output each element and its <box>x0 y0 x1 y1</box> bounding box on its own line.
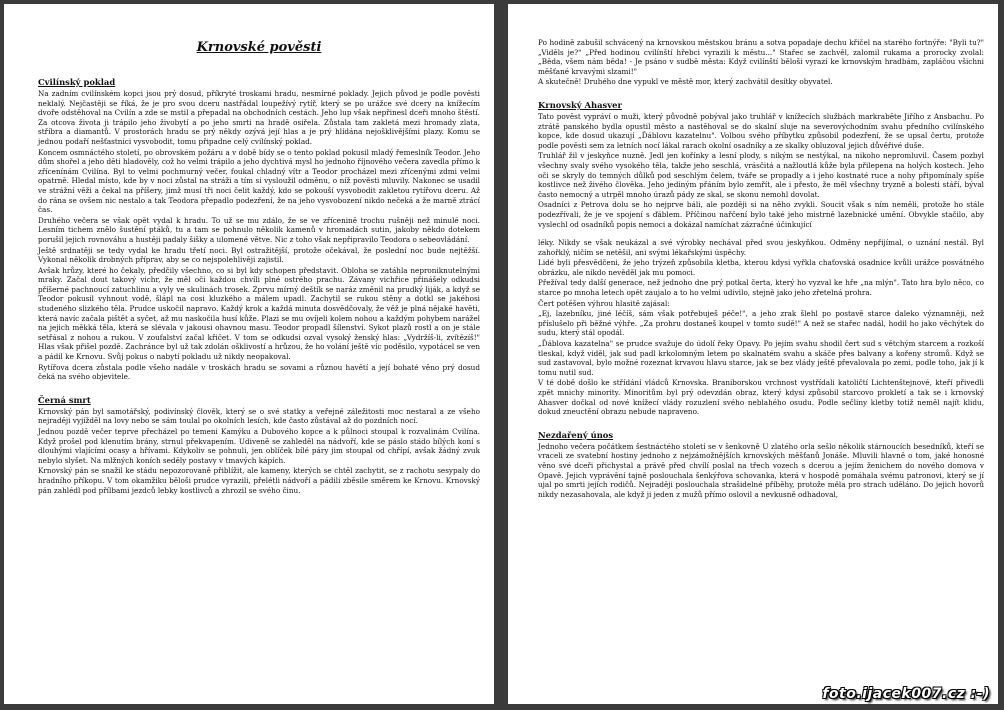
paragraph: Rytířova dcera zůstala podle všeho nadále v troskách hradu se sovami a různou havětí a její bohaté věno prý dosud čeká na svého objevitele. <box>38 362 480 382</box>
paragraph: léky. Nikdy se však neukázal a své výrobky nechával před svou jeskyňkou. Odměny nepřijímal, o uznání nestál. Byl zahořklý, ničím se netěšil, ani svými lékařskými úspěchy. <box>538 238 984 257</box>
paragraph: A skutečně! Druhého dne vypukl ve městě mor, který zachvátil desítky obyvatel. <box>538 77 833 87</box>
paragraph: Truhlář žil v jeskyňce nuzně. Jedl jen kořínky a lesní plody, s nikým se nestýkal, na nikoho nepromluvil. Časem pozbyl všechny svaly svého vysokého těla, takže jeho seschlá, vrásčitá a nažloutlá kůže byla přilepena na holých kostech. Jeho oči se skryly do temných důlků pod seschlým čelem, tváře se propadly a i jeho kostnaté ruce a nohy připomínaly spíše kostlivce než živého člověka. Jeho jediným přáním bylo zemřít, ale i přesto, že měl všechny tryzně a bolesti stáří, býval často nemocný a utrpěl mnoho úrazů pády ze skal, se skonu nemohl dovolat. <box>538 151 984 199</box>
paragraph: Čert potěšen výhrou hlasitě zajásal: <box>538 298 670 308</box>
section-heading-cerna-smrt: Černá smrt <box>38 394 91 405</box>
section-heading-cvilinsky-poklad: Cvilínský poklad <box>38 77 116 87</box>
paragraph: „Ej, lazebníku, jiné léčíš, sám však potřebuješ péče!", a jeho zrak šlehl po postavě starce daleko významněji, než příslušelo při běžné výhře. „Za prohru dostaneš koupel v tomto sudě!" A než se stařec nadál, hodil ho jako věchýtek do sudu, který stál opodál. <box>538 309 984 338</box>
document-title: Krnovské pověsti <box>196 40 322 55</box>
paragraph: Krnovský pán byl samotářský, podivínský člověk, který se o své statky a veřejné záležitosti moc nestaral a ze všeho nejraději vyjížděl na lovy nebo se sám toulal po okolních lesích, kde často zůstával až do pozdních nocí. <box>38 406 480 426</box>
paragraph: Avšak hrůzy, které ho čekaly, předčily všechno, co si byl kdy schopen představit. Obloha se zatáhla neproniknutelnými mraky. Začal dout takový vichr, že měl oči každou chvíli plné ostrého prachu. Závany vichřice přinášely odkudsi příšerné pachnoucí zatuchlinu a vyly ve skulinách trosek. Zprvu mírný deštík se naráz změnil na prudký liják, a když se Teodor pokusil vyhnout vodě, šlápl na cosi kluzkého a málem upadl. Zachytil se rukou stěny a dotkl se jakéhosi studeného slizkého těla. Prudce uskočil napravo. Každý krok a každá minuta dosvědčovaly, že věž je plná nějaké havěti, která navíc začala pištět a syčet, až mu naskočila husí kůže. Plazi se mu ovíjeli kolem nohou a každým pohybem narážel na jejich měkká těla, která se slévala v jakousi ohavnou masu. Teodor propadl šílenství. Sykot plazů rostl a on je stále setřásal z nohou a rukou. V zoufalství začal křičet. V tom se odkudsi ozval vysoký ženský hlas: „Vydržíš-li, zvítězíš!" Hlas však přišel pozdě. Zachránce byl už tak zdolán ošklivostí a hrůzou, že ho volání ještě víc poděsilo, vypotácel se ven a pádil ke Krnovu. Svůj pokus o nabytí pokladu už nikdy neopakoval. <box>38 265 480 362</box>
paragraph: Koncem osmnáctého století, po obrovském požáru a v době bídy se o tento poklad pokusil mladý řemeslník Teodor. Jeho dům shořel a jeho děti hladověly, což ho velmi trápilo a jeho dychtivá mysl ho jednoho říjnového večera zavedla přímo k zřícenínám Cvilína. Byl to velmi pochmurný večer, foukal chladný vítr a Teodor procházel mezi zřícenými zdmi velmi opatrně. Hledal místo, kde by v noci zůstal na stráži a tím si vysloužil odměnu, o níž pověsti mluvily. Nakonec se usadil ve strážní věži a čekal na příšery, jimž musí tři noci čelit každý, kdo se pokouší vysvobodit zakletou rytířovu dceru. Až do rána se ovšem nic nestalo a tak Teodora přepadlo podezření, že na jeho vysvobození nikdo nečeká a že marně ztrácí čas. <box>38 147 480 215</box>
left-page <box>4 4 494 704</box>
section-heading-nezdareny-unos: Nezdařený únos <box>538 429 614 440</box>
paragraph: Po hodině zabušil schvácený na krnovskou městskou bránu a sotva popadaje dechu křičel na starého fortnýře: "Byli tu?" „Viděls je?" „Před hodinou cvilínští hřebci vyrazili k městu..." Stařec se zachvěl, zalomil rukama a prorocky zvolal: „Běda, všem nám běda! - Je psáno v sudbě města: Když cvilínští běloši vyrazí ke krnovským hradbám, zapláčou všichni měšťané krvavými slzami!" <box>538 38 984 76</box>
paragraph: „Ďáblova kazatelna" se prudce svažuje do údolí řeky Opavy. Po jejím svahu shodil čert sud s větchým starcem a rozkoší tleskal, když viděl, jak sud padl krkolomným letem po skalnatém svahu a skáče přes balvany a kořeny stromů. Když se sud zastavoval, bylo možné rozeznat krvavou hlavu starce, jak se bez vlády ještě převalovala po zemi, podle toho, jak jí k tomu nutil sud. <box>538 339 984 377</box>
watermark: foto.ijacek007.cz :-) <box>822 686 990 702</box>
paragraph: V té době došlo ke střídání vládců Krnovska. Braniborskou vrchnost vystřídali katoličtí Lichtenštejnové, kteří přivedli zpět mnichy minority. Minoritům byl prý odevzdán obraz, který kdysi způsobil starcovo prokletí a tak se i krnovský Ahasver dočkal od nové knížecí vlády rozuzlení svého neblahého osudu. Podle sečliny kletby totiž neměl najít klidu, dokud zneuctění obrazu nebude napraveno. <box>538 378 984 417</box>
paragraph: Druhého večera se však opět vydal k hradu. To už se mu zdálo, že se ve zřícenině trochu rušněji než minulé noci. Lesním tichem znělo šustění ptáků, tu a tam se pohnulo několik kamenů v hromadách sutin, jakoby někdo dotekem porušil jejich rovnováhu a hustěji padaly šišky a ulomené větve. Nic z toho však nepřipravilo Teodora o sebeovládání. <box>38 215 480 244</box>
paragraph: Přežíval tedy další generace, než jednoho dne prý potkal čerta, který ho vyzval ke hře „na mlýn". Tato hra bylo něco, co starce po mnoha letech opět zaujalo a to ho velmi udivilo, stejně jako jeho zřetelná prohra. <box>538 278 984 298</box>
paragraph: Na zadním cvilínském kopci jsou prý dosud, příkryté troskami hradu, nesmírné poklady. Jejich původ je podle pověsti neklalý. Nejčastěji se říká, že je pro svou dceru nastřádal loupežívý rytíř, který se po urážce své dcery na knížecím dvoře odstěhoval na Cvilín a zde se mstil a přepadal na obchodních cestách. Jeho lup však nepřinesl dceři mnoho štěstí. Za otcova života ji trápilo jeho živobytí a po jeho smrti na hradě osiřela. Zůstala tam zakletá mezi hromady zlata, stříbra a diamantů. V prostorách hradu se prý někdy ozývá její hlas a je prý hlídána nejošklivějšími plazy. Komu se jednou podaří nešťastnici vysvobodit, tomu připadne celý cvilínský poklad. <box>38 89 480 146</box>
paragraph: Lidé byli přesvědčeni, že jeho trýzeň způsobila kletba, kterou kdysi vyřkla chaťovská osadnice kvůli urážce posvátného obrázku, ale nikdo nevěděl jak mu pomoci. <box>538 258 984 277</box>
paragraph: Jednoho večera počátkem šestnáctého století se v šenkovně U zlatého orla sešlo několik stárnoucích besedníků, kteří se vraceli ze svatební hostiny jednoho z nejzámožnějších krnovských měšťanů Jonáše. Mluvili hlavně o tom, jaké honosné věno své dceři přichystal a právě před chvílí poslal na třech vozech s dcerou a jejím ženichem do nového domova v Opavě. Jejich vyprávění tajně poslouchala šenkýřova schovanka, která v hospodě pomáhala svému patronovi, který se jí ujal po smrti jejích rodičů. Nejraději poslouchala strašidelné příběhy, protože měla pro strach uděláno. Do jejich hovorů nikdy nezasahovala, ale když ji jeden z mužů přímo oslovil a nevkusně odhadoval, <box>538 441 984 499</box>
section-heading-krnovsky-ahasver: Krnovský Ahasver <box>538 99 622 110</box>
paragraph: Ještě srdnatěji se tedy vydal ke hradu třetí noci. Byl ostražitější, protože očekával, že poslední noc bude nejtěžší. Vykonal několik drobných příprav, aby se co nejspolehlivěji zajistil. <box>38 245 480 265</box>
paragraph: Krnovský pán se snažil ke stádu nepozorovaně přiblížit, ale kameny, kterých se chtěl zachytit, se z rachotu sesypaly do hradního příkopu. V tom okamžiku běloši prudce vyrazili, přelétli nádvoří a pádili zběsile směrem ke Krnovu. Krnovský pán zahlédl pod přílbami jezdců lebky kostlivců a zhrozil se svého činu. <box>38 466 480 495</box>
paragraph: Tato pověst vypráví o muži, který původně pobýval jako truhlář v knížecích službách markraběte Jiřího z Ansbachu. Po ztrátě panského bydla opustil město a nastěhoval se do skalní sluje na severovýchodním svahu předního cvilínského kopce, kde dosud ukazují „Ďáblovu kazatelnu". Volbou svého příbytku způsobil podezření, že se upsal čertu, protože podle pověsti sem za letních nocí lákal rarach okolní osadníky a ze skalky obluzoval jejich důvěřivé duše. <box>538 111 984 150</box>
right-page <box>508 4 998 704</box>
paragraph: Osadníci z Petrova dolu se ho nejprve báli, ale později si na něho zvykli. Soucit však s ním neměli, protože ho stále podezřívali, že je ve spojení s ďáblem. Příčinou nařčení bylo také jeho mistrně lazebnické umění. Obvykle stačilo, aby vyslechl od osadníků popis nemoci a dokázal namíchat zázračné účinkující <box>538 200 984 229</box>
paragraph: Jednou pozdě večer teprve přecházel po temeni Kamýku a Dubového kopce a k půlnoci stoupal k rozvalinám Cvilína. Když prošel pod klenutím brány, strnul překvapením. Udiveně se zahleděl na nádvoří, kde se páslo stádo bílých koní s dlouhými vlajícími ocasy a hřívami. Kdykoliv se pohnuli, jen oblíček bílé páry jim stoupal od chřípí, avšak žádný zvuk nebylo slyšet. Na mlžných koních seděly postavy v tmavých kápích. <box>38 427 480 465</box>
